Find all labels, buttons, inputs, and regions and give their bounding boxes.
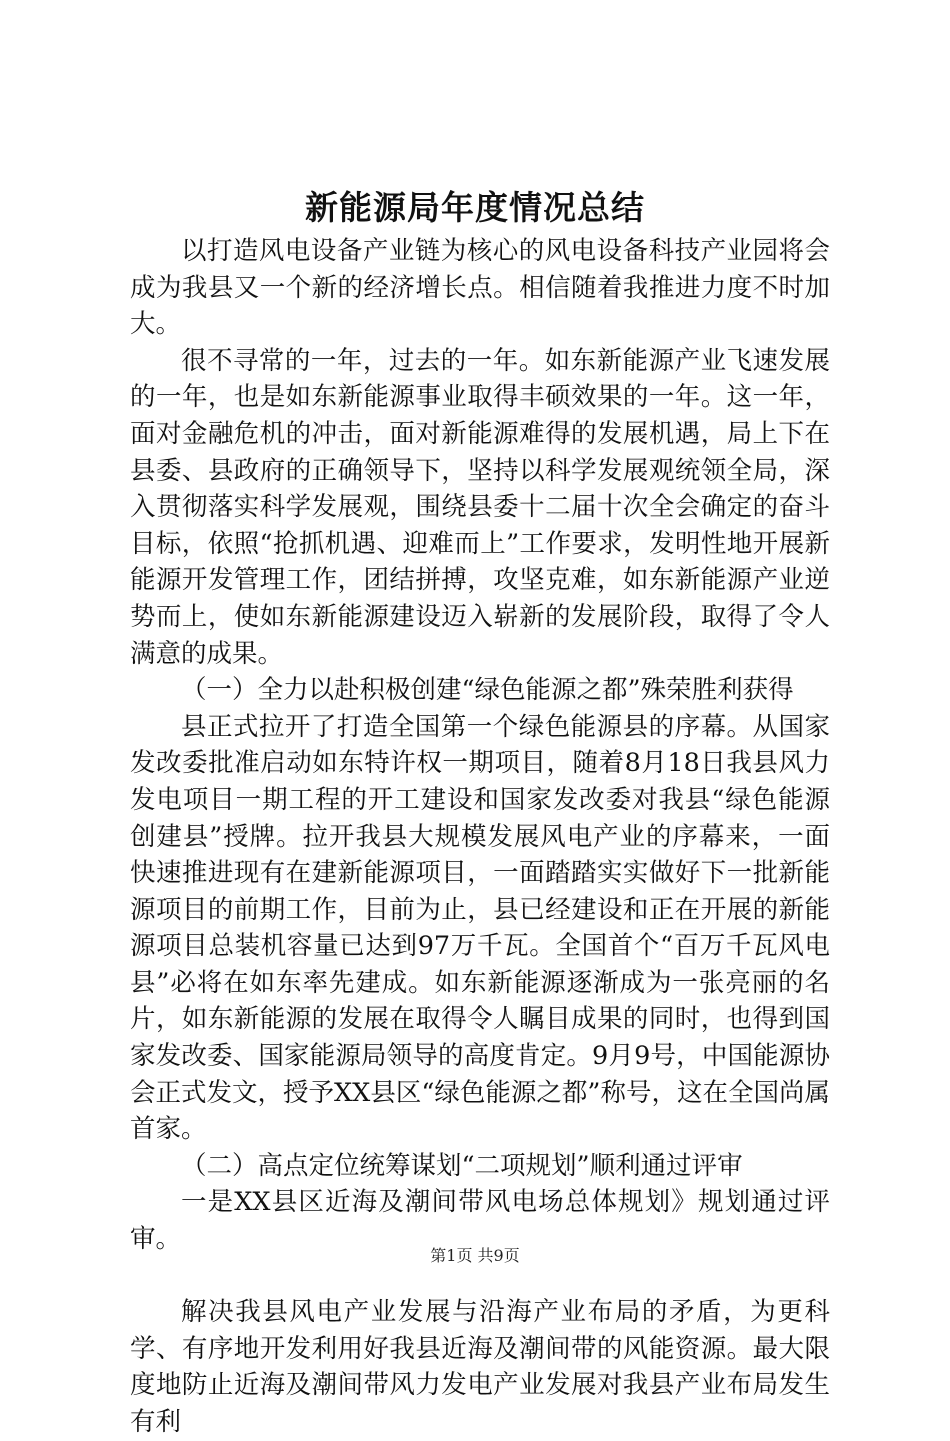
paragraph-plan-one: 一是XX县区近海及潮间带风电场总体规划》规划通过评审。 bbox=[130, 1187, 830, 1255]
paragraph-plan-detail: 解决我县风电产业发展与沿海产业布局的矛盾，为更科学、有序地开发利用好我县近海及潮间带的风能资源。最大限度地防止近海及潮间带风力发电产业发展对我县产业布局发生有利 bbox=[130, 1297, 830, 1437]
paragraph-intro: 以打造风电设备产业链为核心的风电设备科技产业园将会成为我县又一个新的经济增长点。相信随着我推进力度不时加大。 bbox=[130, 236, 830, 340]
section-heading-1: （一）全力以赴积极创建“绿色能源之都”殊荣胜利获得 bbox=[181, 675, 794, 706]
paragraph-year-summary: 很不寻常的一年，过去的一年。如东新能源产业飞速发展的一年，也是如东新能源事业取得丰硕效果的一年。这一年，面对金融危机的冲击，面对新能源难得的发展机遇，局上下在县委、县政府的正确领导下，坚持以科学发展观统领全局，深入贯彻落实科学发展观，围绕县委十二届十次全会确定的奋斗目标，依照“抢抓机遇、迎难而上”工作要求，发明性地开展新能源开发管理工作，团结拼搏，攻坚克难，如东新能源产业逆势而上，使如东新能源建设迈入崭新的发展阶段，取得了令人满意的成果。 bbox=[130, 345, 830, 669]
section-heading-2: （二）高点定位统筹谋划“二项规划”顺利通过评审 bbox=[181, 1150, 743, 1181]
document-title: 新能源局年度情况总结 bbox=[305, 188, 645, 227]
page-number-footer: 第1页 共9页 bbox=[430, 1246, 520, 1265]
paragraph-green-energy: 县正式拉开了打造全国第一个绿色能源县的序幕。从国家发改委批准启动如东特许权一期项目，随着8月18日我县风力发电项目一期工程的开工建设和国家发改委对我县“绿色能源创建县”授牌。拉开我县大规模发展风电产业的序幕来，一面快速推进现有在建新能源项目，一面踏踏实实做好下一批新能源项目的前期工作，目前为止，县已经建设和正在开展的新能源项目总装机容量已达到97万千瓦。全国首个“百万千瓦风电县”必将在如东率先建成。如东新能源逐渐成为一张亮丽的名片，如东新能源的发展在取得令人瞩目成果的同时，也得到国家发改委、国家能源局领导的高度肯定。9月9号，中国能源协会正式发文，授予XX县区“绿色能源之都”称号，这在全国尚属首家。 bbox=[130, 711, 830, 1145]
